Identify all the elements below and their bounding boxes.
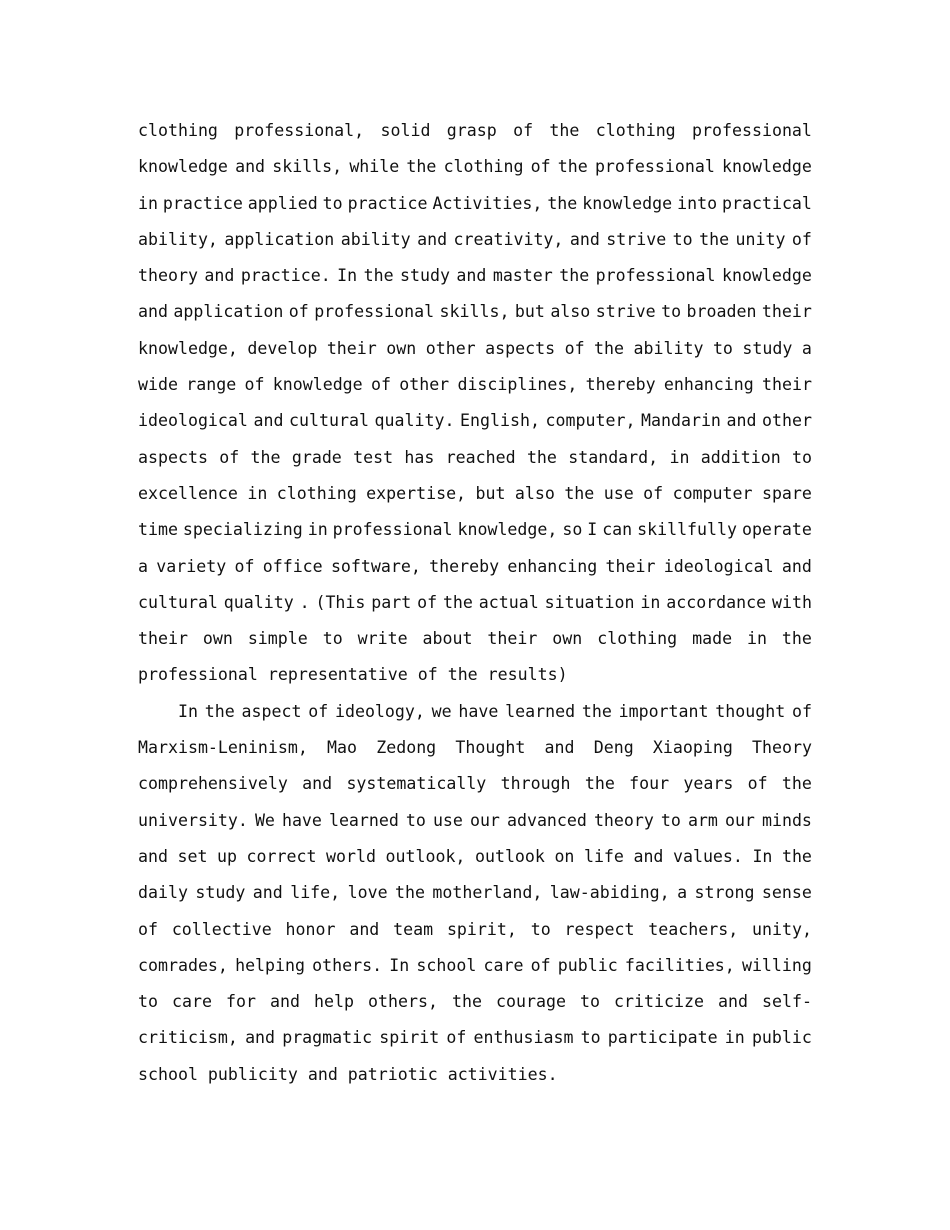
paragraph-p1 xyxy=(138,113,812,694)
text-line: in practice applied to practice Activities, the knowledge into practical xyxy=(138,193,812,213)
text-line: In the aspect of ideology, we have learned the important thought of xyxy=(178,701,812,721)
text-line: daily study and life, love the motherland, law-abiding, a strong sense xyxy=(138,883,812,903)
text-line: of collective honor and team spirit, to respect teachers, unity, xyxy=(138,919,812,939)
paragraph-p2 xyxy=(138,694,812,1093)
text-line: professional representative of the results) xyxy=(138,665,568,685)
text-line: wide range of knowledge of other disciplines, thereby enhancing their xyxy=(138,375,812,395)
text-line: a variety of office software, thereby enhancing their ideological and xyxy=(138,556,812,576)
text-line: comprehensively and systematically through the four years of the xyxy=(138,774,812,794)
text-line: theory and practice. In the study and master the professional knowledge xyxy=(138,266,812,286)
text-line: clothing professional, solid grasp of the clothing professional xyxy=(138,121,812,140)
text-line: criticism, and pragmatic spirit of enthusiasm to participate in public xyxy=(138,1028,812,1048)
text-line: and application of professional skills, but also strive to broaden their xyxy=(138,302,812,322)
text-line: Marxism-Leninism, Mao Zedong Thought and Deng Xiaoping Theory xyxy=(138,738,812,758)
text-line: cultural quality . (This part of the actual situation in accordance with xyxy=(138,592,812,612)
text-line: ability, application ability and creativity, and strive to the unity of xyxy=(138,229,812,249)
text-line: and set up correct world outlook, outlook on life and values. In the xyxy=(138,846,812,866)
document-body xyxy=(138,113,812,1093)
text-line: university. We have learned to use our advanced theory to arm our minds xyxy=(138,810,812,830)
text-line: ideological and cultural quality. English, computer, Mandarin and other xyxy=(138,411,812,431)
text-line: their own simple to write about their own clothing made in the xyxy=(138,629,812,649)
text-line: comrades, helping others. In school care of public facilities, willing xyxy=(138,955,812,975)
text-line: school publicity and patriotic activities. xyxy=(138,1064,558,1084)
text-line: knowledge, develop their own other aspects of the ability to study a xyxy=(138,338,812,358)
text-line: knowledge and skills, while the clothing of the professional knowledge xyxy=(138,157,812,177)
text-line: to care for and help others, the courage to criticize and self- xyxy=(138,992,812,1012)
text-line: excellence in clothing expertise, but also the use of computer spare xyxy=(138,483,812,503)
text-line: time specializing in professional knowledge, so I can skillfully operate xyxy=(138,520,812,540)
text-line: aspects of the grade test has reached the standard, in addition to xyxy=(138,447,812,467)
